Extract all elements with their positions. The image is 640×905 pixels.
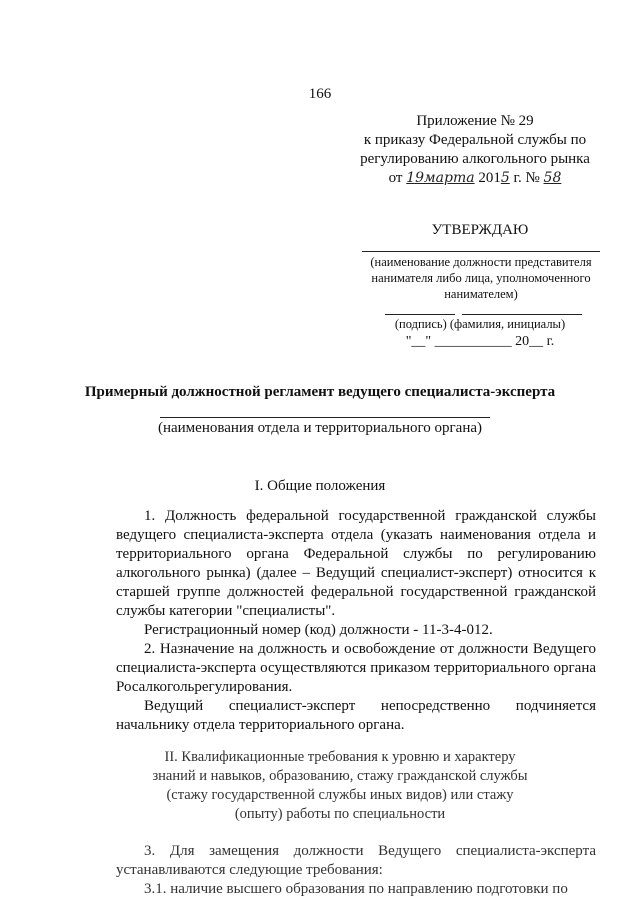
position-caption: (наименование должности представителя нанимателя либо лица, уполномоченного нанимателем): [370, 255, 592, 301]
section-2-heading-line-3: (стажу государственной службы иных видов) или стажу: [166, 787, 514, 803]
from-label: от: [388, 170, 403, 186]
appendix-line-2: к приказу Федеральной службы по: [363, 132, 587, 148]
paragraph-3-1: 3.1. наличие высшего образования по направлению подготовки по: [144, 881, 568, 897]
paragraph-1: 1. Должность федеральной государственной гражданской службы ведущего специалиста-эксперта отдела (указать наименования отдела и территориального органа Федеральной службы по регулированию алкогольного рынка) (далее – Ведущий специалист-эксперт) относится к старшей группе должностей федеральной государственной гражданской службы категории "специалисты".: [116, 508, 596, 619]
position-line: [362, 251, 600, 252]
department-line: [160, 417, 490, 418]
handwritten-year: 5: [500, 170, 510, 186]
document-subtitle: (наименования отдела и территориального органа): [157, 420, 483, 436]
handwritten-number: 58: [543, 170, 562, 186]
section-2-heading-line-2: знаний и навыков, образованию, стажу гражданской службы: [152, 768, 528, 784]
paragraph-3: 3. Для замещения должности Ведущего специалиста-эксперта устанавливаются следующие требования:: [116, 843, 596, 878]
approval-date-line: "__" ___________ 20__ г.: [405, 334, 555, 349]
section-2-heading: [130, 748, 550, 824]
page-number: 166: [308, 86, 332, 102]
appendix-line-3: регулированию алкогольного рынка: [360, 151, 590, 167]
section-2-heading-line-4: (опыту) работы по специальности: [234, 806, 446, 822]
year-prefix: 201: [478, 170, 501, 186]
section-2-heading-line-1: II. Квалификационные требования к уровню и характеру: [164, 749, 516, 765]
signature-caption: (подпись) (фамилия, инициалы): [394, 317, 566, 331]
document-title: Примерный должностной регламент ведущего специалиста-эксперта: [84, 384, 556, 400]
section-1-heading: I. Общие положения: [254, 478, 386, 494]
appendix-block: [340, 112, 610, 188]
paragraph-subordination: Ведущий специалист-эксперт непосредственно подчиняется начальнику отдела территориального органа.: [116, 698, 596, 733]
appendix-date-line: [340, 169, 610, 188]
section-1-body: [116, 507, 596, 735]
paragraph-2: 2. Назначение на должность и освобождение от должности Ведущего специалиста-эксперта осуществляются приказом территориального органа Росалкогольрегулирования.: [116, 641, 596, 695]
signature-line: [385, 314, 455, 315]
approve-heading: УТВЕРЖДАЮ: [431, 222, 529, 238]
name-line: [462, 314, 582, 315]
appendix-line-1: Приложение № 29: [416, 113, 534, 129]
handwritten-date: 19марта: [406, 170, 475, 186]
paragraph-registration: Регистрационный номер (код) должности - 11-3-4-012.: [144, 622, 493, 638]
section-2-body: [116, 842, 596, 899]
year-suffix: г. №: [513, 170, 540, 186]
